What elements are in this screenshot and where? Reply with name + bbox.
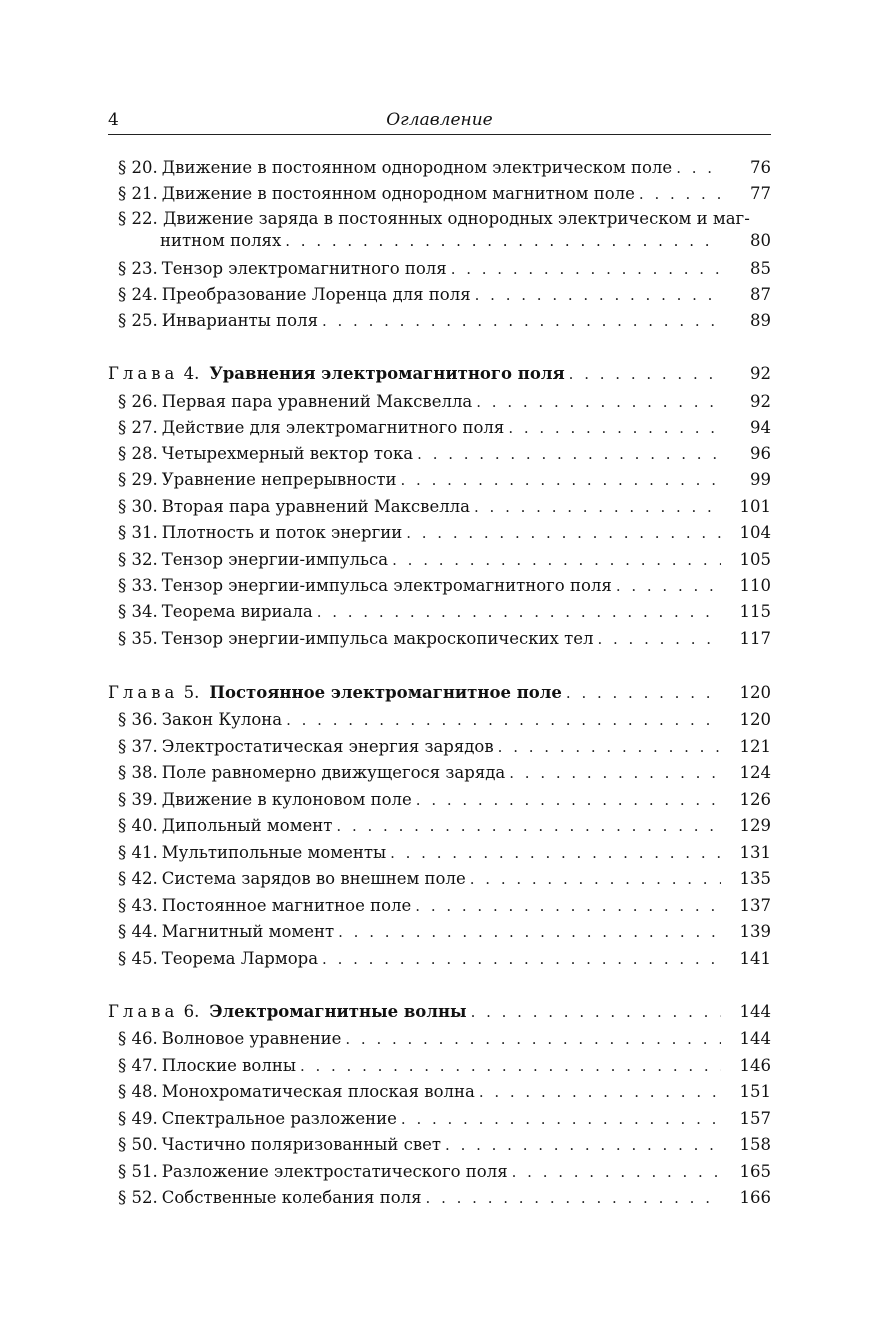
dot-leader (322, 949, 721, 969)
section-title: Движение в кулоновом поле (161, 790, 412, 809)
section-number: § 31. (118, 523, 158, 542)
chapter-heading[interactable] (108, 683, 771, 703)
dot-leader (569, 364, 721, 384)
section-title: Тензор энергии-импульса макроскопических тел (161, 629, 594, 648)
toc-entry[interactable] (118, 418, 771, 438)
dot-leader (345, 1029, 721, 1049)
page-ref: 146 (739, 1056, 771, 1075)
section-title: Тензор энергии-импульса (161, 550, 389, 569)
section-title: Инварианты поля (161, 311, 318, 330)
section-number: § 35. (118, 629, 158, 648)
page-ref: 89 (750, 311, 771, 330)
toc-entry[interactable] (118, 470, 771, 490)
page-ref: 87 (750, 285, 771, 304)
section-number: § 22. (118, 209, 158, 228)
dot-leader (338, 922, 721, 942)
toc-entry[interactable] (118, 208, 771, 252)
toc-entry[interactable] (118, 576, 771, 596)
section-number: § 21. (118, 184, 158, 203)
page-ref: 166 (739, 1188, 771, 1207)
page-header (108, 110, 771, 135)
section-title: Действие для электромагнитного поля (161, 418, 505, 437)
toc-entry[interactable] (118, 790, 771, 810)
dot-leader (470, 869, 721, 889)
page-ref: 99 (750, 470, 771, 489)
dot-leader (426, 1188, 721, 1208)
dot-leader (498, 737, 721, 757)
section-number: § 23. (118, 259, 158, 278)
toc-entry[interactable] (118, 763, 771, 783)
section-title-line2: нитном полях (160, 231, 282, 250)
chapter-word: Глава (108, 364, 179, 383)
chapter-number: 5. (183, 683, 200, 702)
page-ref: 124 (739, 763, 771, 782)
chapter-title: Постоянное электромагнитное поле (209, 683, 562, 702)
toc-entry[interactable] (118, 1162, 771, 1182)
toc-entry[interactable] (118, 184, 771, 204)
section-title: Первая пара уравнений Максвелла (161, 392, 473, 411)
dot-leader (616, 576, 721, 596)
section-title: Закон Кулона (161, 710, 283, 729)
section-title: Преобразование Лоренца для поля (161, 285, 471, 304)
dot-leader (417, 444, 721, 464)
section-title: Волновое уравнение (161, 1029, 342, 1048)
dot-leader (639, 184, 721, 204)
section-number: § 43. (118, 896, 158, 915)
section-number: § 47. (118, 1056, 158, 1075)
toc-entry[interactable] (118, 444, 771, 464)
section-title: Теорема вириала (161, 602, 313, 621)
section-title: Электростатическая энергия зарядов (161, 737, 494, 756)
dot-leader (336, 816, 721, 836)
page-ref: 131 (739, 843, 771, 862)
toc-entry[interactable] (118, 497, 771, 517)
dot-leader (451, 259, 721, 279)
section-number: § 49. (118, 1109, 158, 1128)
page-ref: 129 (739, 816, 771, 835)
section-number: § 30. (118, 497, 158, 516)
toc-entry[interactable] (118, 710, 771, 730)
section-number: § 37. (118, 737, 158, 756)
page-ref: 77 (750, 184, 771, 203)
section-title: Разложение электростатического поля (161, 1162, 508, 1181)
toc-entry[interactable] (118, 158, 771, 178)
page-ref: 157 (739, 1109, 771, 1128)
dot-leader (390, 843, 721, 863)
section-number: § 28. (118, 444, 158, 463)
chapter-title: Электромагнитные волны (209, 1002, 467, 1021)
section-title: Движение в постоянном однородном магнитном поле (161, 184, 635, 203)
section-number: § 25. (118, 311, 158, 330)
section-number: § 44. (118, 922, 158, 941)
section-number: § 41. (118, 843, 158, 862)
section-number: § 51. (118, 1162, 158, 1181)
section-title: Уравнение непрерывности (161, 470, 397, 489)
page-ref: 94 (750, 418, 771, 437)
toc-entry[interactable] (118, 259, 771, 279)
page-ref: 135 (739, 869, 771, 888)
toc-entry[interactable] (118, 1029, 771, 1049)
section-title: Система зарядов во внешнем поле (161, 869, 466, 888)
section-number: § 50. (118, 1135, 158, 1154)
toc-entry[interactable] (118, 629, 771, 649)
toc-entry[interactable] (118, 843, 771, 863)
page-ref: 117 (739, 629, 771, 648)
dot-leader (475, 285, 721, 305)
dot-leader (676, 158, 721, 178)
section-title: Теорема Лармора (161, 949, 319, 968)
dot-leader (401, 1109, 721, 1129)
page-ref: 139 (739, 922, 771, 941)
section-number: § 20. (118, 158, 158, 177)
dot-leader (471, 1002, 721, 1022)
toc-entry[interactable] (118, 285, 771, 305)
section-title: Поле равномерно движущегося заряда (161, 763, 506, 782)
dot-leader (512, 1162, 721, 1182)
section-number: § 48. (118, 1082, 158, 1101)
toc-entry[interactable] (118, 922, 771, 942)
toc-entry[interactable] (118, 1188, 771, 1208)
page-ref: 144 (739, 1029, 771, 1048)
dot-leader (597, 629, 721, 649)
dot-leader (476, 392, 721, 412)
section-number: § 27. (118, 418, 158, 437)
page-ref: 105 (739, 550, 771, 569)
section-title: Мультипольные моменты (161, 843, 387, 862)
section-number: § 24. (118, 285, 158, 304)
toc-entry[interactable] (118, 896, 771, 916)
toc-entry[interactable] (118, 816, 771, 836)
chapter-title: Уравнения электромагнитного поля (209, 364, 565, 383)
section-title: Частично поляризованный свет (161, 1135, 442, 1154)
toc-entry[interactable] (118, 949, 771, 969)
toc-entry[interactable] (118, 869, 771, 889)
section-title-line1: Движение заряда в постоянных однородных электрическом и маг- (163, 209, 750, 228)
chapter-number: 6. (183, 1002, 200, 1021)
section-title: Плотность и поток энергии (161, 523, 403, 542)
section-number: § 32. (118, 550, 158, 569)
chapter-word: Глава (108, 1002, 179, 1021)
dot-leader (401, 470, 722, 490)
dot-leader (509, 763, 721, 783)
page-ref: 158 (739, 1135, 771, 1154)
dot-leader (416, 790, 721, 810)
section-number: § 38. (118, 763, 158, 782)
dot-leader (406, 523, 721, 543)
section-title: Тензор энергии-импульса электромагнитного поля (161, 576, 612, 595)
section-number: § 26. (118, 392, 158, 411)
dot-leader (392, 550, 721, 570)
page-number: 4 (108, 110, 119, 130)
toc-entry[interactable] (118, 550, 771, 570)
chapter-heading[interactable] (108, 364, 771, 384)
section-title: Четырехмерный вектор тока (161, 444, 414, 463)
chapter-word: Глава (108, 683, 179, 702)
dot-leader (445, 1135, 721, 1155)
page-ref: 104 (739, 523, 771, 542)
page-ref: 92 (750, 392, 771, 411)
section-number: § 40. (118, 816, 158, 835)
page-ref: 141 (739, 949, 771, 968)
page-ref: 120 (739, 683, 771, 702)
chapter-heading[interactable] (108, 1002, 771, 1022)
section-title: Плоские волны (161, 1056, 296, 1075)
toc-entry[interactable] (118, 602, 771, 622)
section-title: Вторая пара уравнений Максвелла (161, 497, 471, 516)
section-number: § 42. (118, 869, 158, 888)
dot-leader (317, 602, 721, 622)
toc-entry[interactable] (118, 311, 771, 331)
chapter-number: 4. (183, 364, 200, 383)
section-title: Собственные колебания поля (161, 1188, 422, 1207)
section-title: Постоянное магнитное поле (161, 896, 412, 915)
page-ref: 115 (739, 602, 771, 621)
page-ref: 137 (739, 896, 771, 915)
toc-entry[interactable] (118, 1056, 771, 1076)
toc-entry[interactable] (118, 1135, 771, 1155)
page-ref: 165 (739, 1162, 771, 1181)
section-number: § 36. (118, 710, 158, 729)
running-title: Оглавление (386, 110, 493, 130)
section-title: Монохроматическая плоская волна (161, 1082, 475, 1101)
section-title: Тензор электромагнитного поля (161, 259, 447, 278)
dot-leader (285, 230, 721, 252)
page-ref: 126 (739, 790, 771, 809)
section-number: § 39. (118, 790, 158, 809)
section-title: Магнитный момент (161, 922, 335, 941)
section-number: § 34. (118, 602, 158, 621)
dot-leader (474, 497, 721, 517)
section-title: Движение в постоянном однородном электрическом поле (161, 158, 673, 177)
dot-leader (566, 683, 721, 703)
page-ref: 121 (739, 737, 771, 756)
section-number: § 52. (118, 1188, 158, 1207)
toc-entry[interactable] (118, 523, 771, 543)
toc-entry[interactable] (118, 737, 771, 757)
toc-entry[interactable] (118, 1109, 771, 1129)
page-ref: 151 (739, 1082, 771, 1101)
toc-entry[interactable] (118, 1082, 771, 1102)
page-ref: 101 (739, 497, 771, 516)
section-number: § 46. (118, 1029, 158, 1048)
page-ref: 92 (750, 364, 771, 383)
section-title: Дипольный момент (161, 816, 333, 835)
page-ref: 80 (750, 231, 771, 250)
dot-leader (415, 896, 721, 916)
dot-leader (322, 311, 721, 331)
section-number: § 33. (118, 576, 158, 595)
section-title: Спектральное разложение (161, 1109, 397, 1128)
page-ref: 85 (750, 259, 771, 278)
dot-leader (286, 710, 721, 730)
page-ref: 96 (750, 444, 771, 463)
section-number: § 45. (118, 949, 158, 968)
page-ref: 110 (739, 576, 771, 595)
dot-leader (479, 1082, 721, 1102)
toc-entry[interactable] (118, 392, 771, 412)
page-ref: 76 (750, 158, 771, 177)
page-ref: 120 (739, 710, 771, 729)
section-number: § 29. (118, 470, 158, 489)
page-ref: 144 (739, 1002, 771, 1021)
dot-leader (508, 418, 721, 438)
dot-leader (300, 1056, 721, 1076)
